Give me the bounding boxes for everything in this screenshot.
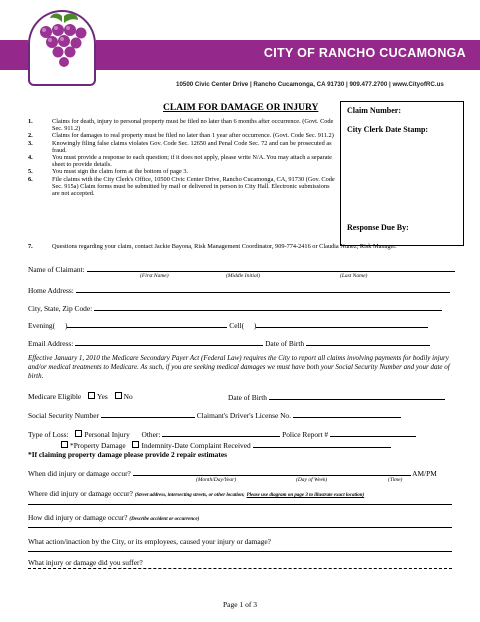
- repair-estimates-note: *If claiming property damage please provide 2 repair estimates: [28, 450, 227, 459]
- indemnity-date-field[interactable]: [253, 440, 391, 448]
- ssn-label: Social Security Number: [28, 411, 100, 420]
- action-field[interactable]: [28, 551, 452, 552]
- paren: ): [64, 321, 68, 330]
- item-text: Claims for damages to real property must be filed no later than 1 year after occurrence. (Govt. Code Sec. 911.2): [52, 132, 334, 140]
- email-field[interactable]: [75, 338, 263, 346]
- license-label: Claimant's Driver's License No.: [196, 411, 291, 420]
- first-name-hint: (First Name): [140, 273, 169, 279]
- how-label: How did injury or damage occur?: [28, 513, 128, 522]
- home-address-row: [28, 285, 450, 295]
- ampm-label: AM/PM: [412, 469, 437, 478]
- contact-instruction: [28, 243, 397, 250]
- city-address: 10500 Civic Center Drive | Rancho Cucamonga, CA 91730 | 909.477.2700 | www.CityofRC.us: [176, 81, 444, 88]
- personal-injury-checkbox[interactable]: [75, 430, 82, 437]
- where-field[interactable]: [28, 504, 452, 505]
- evening-phone-field[interactable]: [64, 320, 227, 330]
- property-damage-label: *Property Damage: [70, 441, 126, 450]
- middle-initial-hint: (Middle Initial): [226, 273, 261, 279]
- claim-info-box: [340, 101, 464, 246]
- what-label: What injury or damage did you suffer?: [28, 558, 143, 567]
- claimant-name-field[interactable]: [87, 264, 455, 272]
- city-state-zip-label: City, State, Zip Code:: [28, 304, 93, 313]
- item-text: Claims for death, injury to personal property must be filed no later than 6 months after occurrence. (Govt. Code Sec. 911.2): [52, 118, 334, 133]
- personal-injury-label: Personal Injury: [84, 430, 130, 439]
- action-label: What action/inaction by the City, or its employees, caused your injury or damage?: [28, 537, 271, 546]
- claimant-name-label: Name of Claimant:: [28, 265, 85, 274]
- form-title: CLAIM FOR DAMAGE OR INJURY: [163, 103, 319, 113]
- instructions-list: [28, 118, 336, 197]
- item-number: 5.: [28, 168, 33, 176]
- list-item: [28, 132, 336, 139]
- medicare-row: [28, 392, 133, 401]
- phone-row: [28, 320, 428, 330]
- email-dob-row: [28, 338, 430, 348]
- when-label: When did injury or damage occur?: [28, 469, 131, 478]
- list-item: [28, 154, 336, 168]
- dob-field[interactable]: [306, 338, 430, 346]
- item-text: Questions regarding your claim, contact Jackie Bayona, Risk Management Coordinator, 909-774-2416 or Claudia Nunez, Risk Manager.: [52, 243, 397, 250]
- how-note: (Describe accident or occurrence): [129, 517, 200, 522]
- list-item: [28, 176, 336, 198]
- medicare-notice: Effective January 1, 2010 the Medicare Secondary Payer Act (Federal Law) requires the City to report all claims involving payments for bodily injury and/or medical treatments to Medicare. As such, if you are seeking medical damages we must have both your Social Security Number and your date of birth.: [28, 354, 450, 380]
- email-label: Email Address:: [28, 339, 74, 348]
- where-row: [28, 489, 364, 498]
- city-state-zip-row: [28, 303, 442, 313]
- last-name-hint: (Last Name): [340, 273, 368, 279]
- no-label: No: [123, 392, 133, 401]
- list-item: [28, 140, 336, 154]
- police-report-field[interactable]: [330, 429, 416, 437]
- item-number: 1.: [28, 118, 33, 125]
- medicare-label: Medicare Eligible: [28, 392, 82, 401]
- police-report-label: Police Report #: [282, 430, 329, 439]
- where-note: (Street address, intersecting streets, or other location;: [134, 493, 245, 498]
- paren: ): [253, 321, 257, 330]
- what-field[interactable]: [28, 568, 452, 569]
- item-number: 6.: [28, 175, 33, 183]
- home-address-field[interactable]: [76, 285, 450, 293]
- where-diagram-note: Please use diagram on page 3 to illustrate exact location): [246, 493, 365, 498]
- ssn-license-row: [28, 410, 401, 420]
- item-number: 7.: [28, 243, 33, 250]
- item-number: 4.: [28, 154, 33, 162]
- item-text: File claims with the City Clerk's Office, 10500 Civic Center Drive, Rancho Cucamonga, CA, 91730 (Gov. Code Sec. 915a) Claim forms must be submitted by mail or delivered in person to City Hall. Electronic submissions are not accepted.: [52, 175, 335, 198]
- city-state-zip-field[interactable]: [94, 303, 442, 311]
- response-due-label: Response Due By:: [347, 223, 409, 232]
- license-field[interactable]: [293, 410, 401, 418]
- how-field[interactable]: [28, 527, 452, 528]
- list-item: [28, 168, 336, 175]
- indemnity-checkbox[interactable]: [132, 441, 139, 448]
- where-label: Where did injury or damage occur?: [28, 489, 133, 498]
- what-row: [28, 558, 143, 567]
- loss-type-label: Type of Loss:: [28, 430, 69, 439]
- other-field[interactable]: [162, 429, 280, 437]
- home-address-label: Home Address:: [28, 286, 74, 295]
- indemnity-label: Indemnity-Date Complaint Received: [141, 441, 251, 450]
- city-logo: [28, 10, 96, 86]
- loss-type-row: [28, 429, 416, 439]
- cell-phone-label: Cell(: [229, 321, 245, 330]
- medicare-yes-checkbox[interactable]: [88, 392, 95, 399]
- other-label: Other:: [141, 430, 161, 439]
- ssn-field[interactable]: [101, 410, 195, 418]
- list-item: [28, 118, 336, 132]
- action-row: [28, 537, 271, 546]
- claim-number-label: Claim Number:: [347, 106, 401, 115]
- evening-phone-label: Evening(: [28, 321, 56, 330]
- how-row: [28, 513, 199, 522]
- dob-label: Date of Birth: [265, 339, 305, 348]
- item-text: Knowingly filing false claims violates Gov. Code Sec. 12650 and Penal Code Sec. 72 and can be prosecuted as fraud.: [52, 139, 332, 154]
- dob-row-2: [228, 392, 445, 402]
- time-hint: (Time): [388, 477, 403, 483]
- item-text: You must provide a response to each question; if it does not apply, please write N/A. You may attach a separate sheet to provide details.: [52, 154, 332, 169]
- yes-label: Yes: [97, 392, 108, 401]
- item-text: You must sign the claim form at the bottom of page 3.: [52, 168, 189, 176]
- medicare-no-checkbox[interactable]: [115, 392, 122, 399]
- cell-phone-field[interactable]: [253, 320, 428, 330]
- property-damage-checkbox[interactable]: [61, 441, 68, 448]
- item-number: 3.: [28, 139, 33, 147]
- page-number: Page 1 of 3: [223, 600, 257, 609]
- city-name: CITY OF RANCHO CUCAMONGA: [263, 46, 466, 60]
- date-stamp-label: City Clerk Date Stamp:: [347, 125, 429, 134]
- dob-label-2: Date of Birth: [228, 393, 267, 402]
- grape-cluster-icon: [28, 10, 96, 86]
- loss-type-row-2: [56, 440, 391, 450]
- when-field[interactable]: [133, 468, 411, 476]
- dob-field-2[interactable]: [269, 392, 445, 400]
- dow-hint: (Day of Week): [296, 477, 328, 483]
- mdy-hint: (Month/Day/Year): [196, 477, 237, 483]
- item-number: 2.: [28, 132, 33, 140]
